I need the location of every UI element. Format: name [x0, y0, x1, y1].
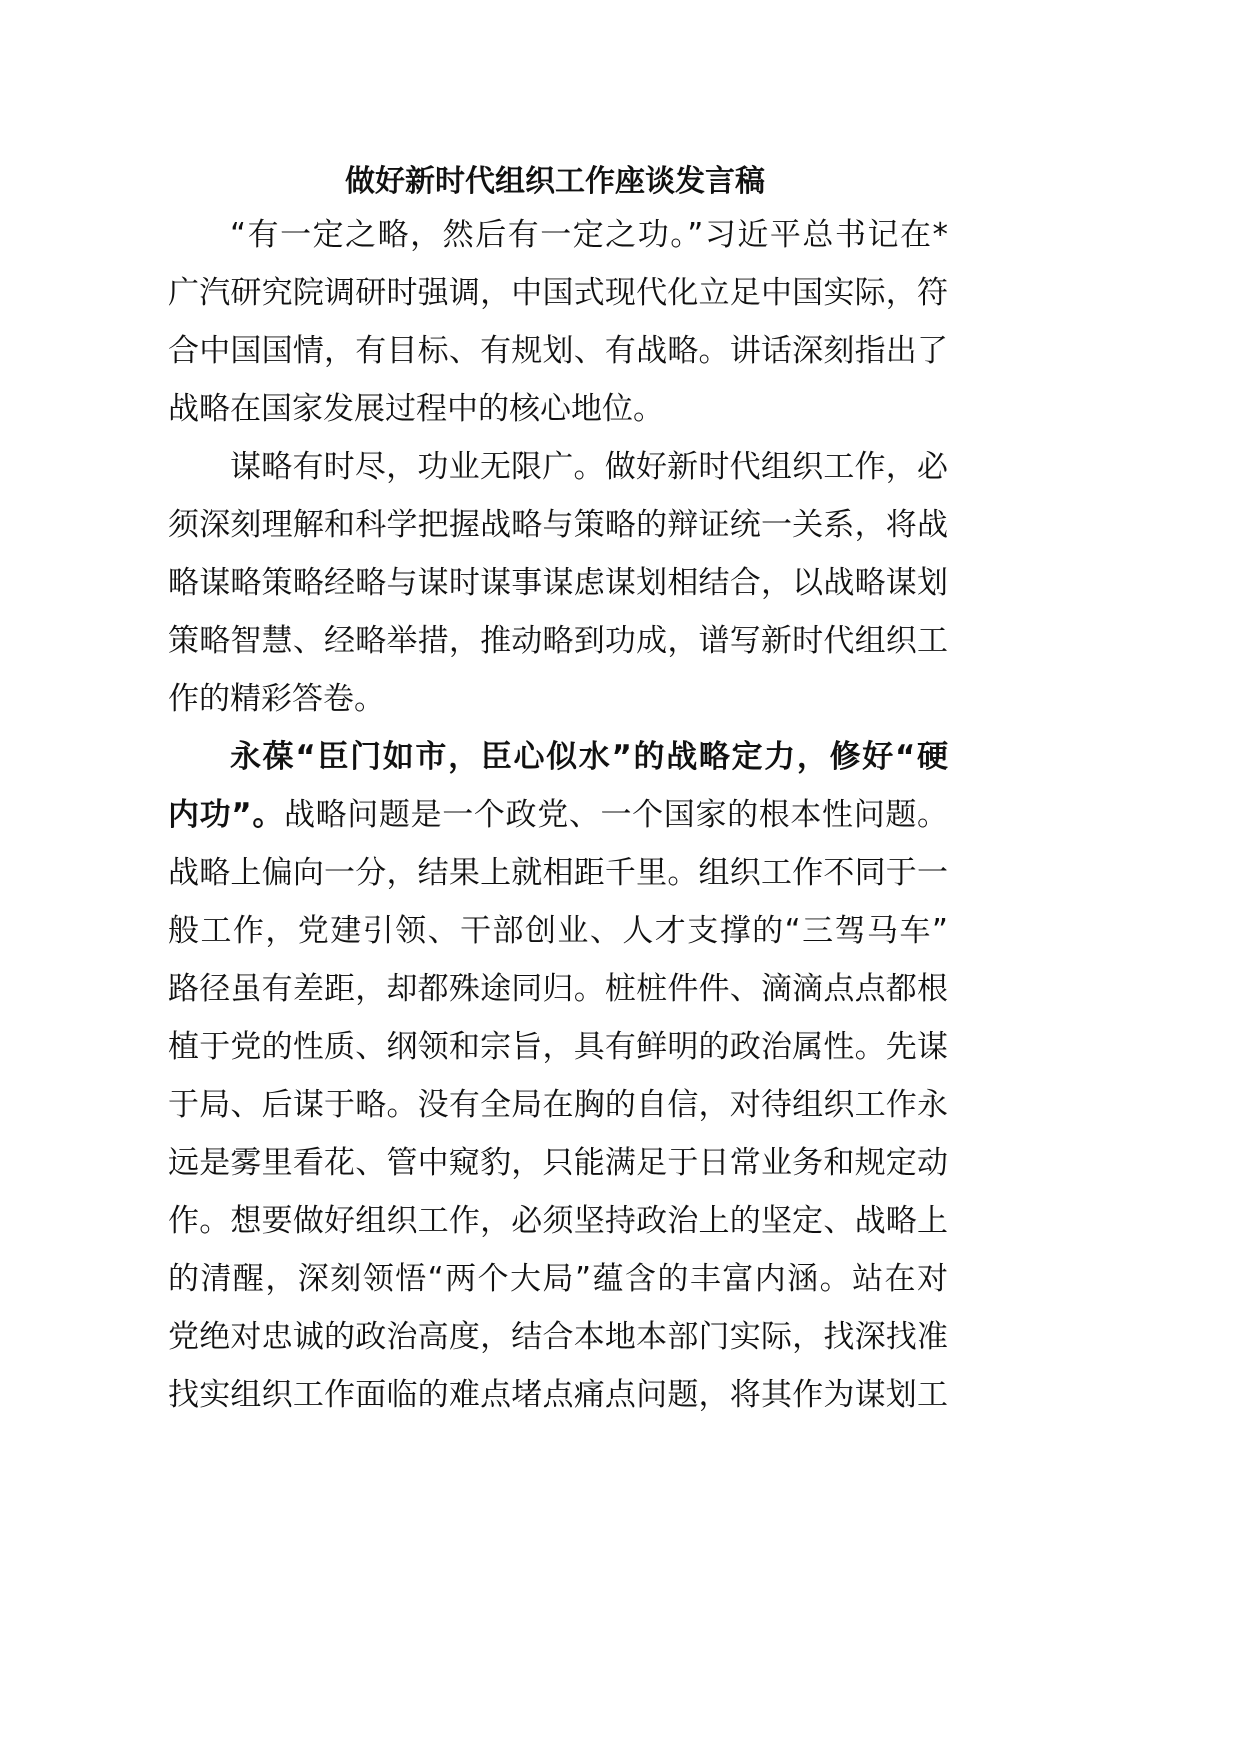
text-line: 策略智慧、经略举措，推动略到功成，谱写新时代组织工: [168, 623, 948, 659]
text-line: 远是雾里看花、管中窥豹，只能满足于日常业务和规定动: [168, 1145, 948, 1181]
text-line: 战略在国家发展过程中的核心地位。: [168, 391, 664, 427]
text-line: [168, 786, 948, 844]
text-line: 植于党的性质、纲领和宗旨，具有鲜明的政治属性。先谋: [168, 1029, 948, 1065]
text-line: 广汽研究院调研时强调，中国式现代化立足中国实际，符: [168, 275, 948, 311]
section-heading-end: 内功”。: [168, 797, 284, 833]
text-line: 谋略有时尽，功业无限广。做好新时代组织工作，必: [230, 449, 948, 485]
text-line: 合中国国情，有目标、有规划、有战略。讲话深刻指出了: [168, 333, 948, 369]
text-line: 须深刻理解和科学把握战略与策略的辩证统一关系，将战: [168, 507, 948, 543]
text-line: 党绝对忠诚的政治高度，结合本地本部门实际，找深找准: [168, 1319, 948, 1355]
text-line: 作的精彩答卷。: [168, 681, 385, 717]
text-line: [168, 728, 948, 786]
text-line: 路径虽有差距，却都殊途同归。桩桩件件、滴滴点点都根: [168, 971, 948, 1007]
document-body: [168, 206, 948, 1424]
text-line: 略谋略策略经略与谋时谋事谋虑谋划相结合，以战略谋划: [168, 565, 948, 601]
section-heading: 永葆“臣门如市，臣心似水”的战略定力，修好“硬: [230, 739, 948, 775]
text-line: 于局、后谋于略。没有全局在胸的自信，对待组织工作永: [168, 1087, 948, 1123]
text-segment: 战略问题是一个政党、一个国家的根本性问题。: [283, 797, 949, 833]
text-line: 找实组织工作面临的难点堵点痛点问题，将其作为谋划工: [168, 1377, 948, 1413]
text-line: 作。想要做好组织工作，必须坚持政治上的坚定、战略上: [168, 1203, 948, 1239]
text-line: 的清醒，深刻领悟“两个大局”蕴含的丰富内涵。站在对: [168, 1261, 948, 1297]
text-line: 战略上偏向一分，结果上就相距千里。组织工作不同于一: [168, 855, 948, 891]
text-line: 般工作，党建引领、干部创业、人才支撑的“三驾马车”: [168, 913, 948, 949]
paragraph-2: [168, 438, 948, 728]
paragraph-3: [168, 728, 948, 1424]
paragraph-1: [168, 206, 948, 438]
document-title: 做好新时代组织工作座谈发言稿: [345, 164, 765, 199]
text-line: “有一定之略，然后有一定之功。”习近平总书记在*: [230, 217, 948, 253]
